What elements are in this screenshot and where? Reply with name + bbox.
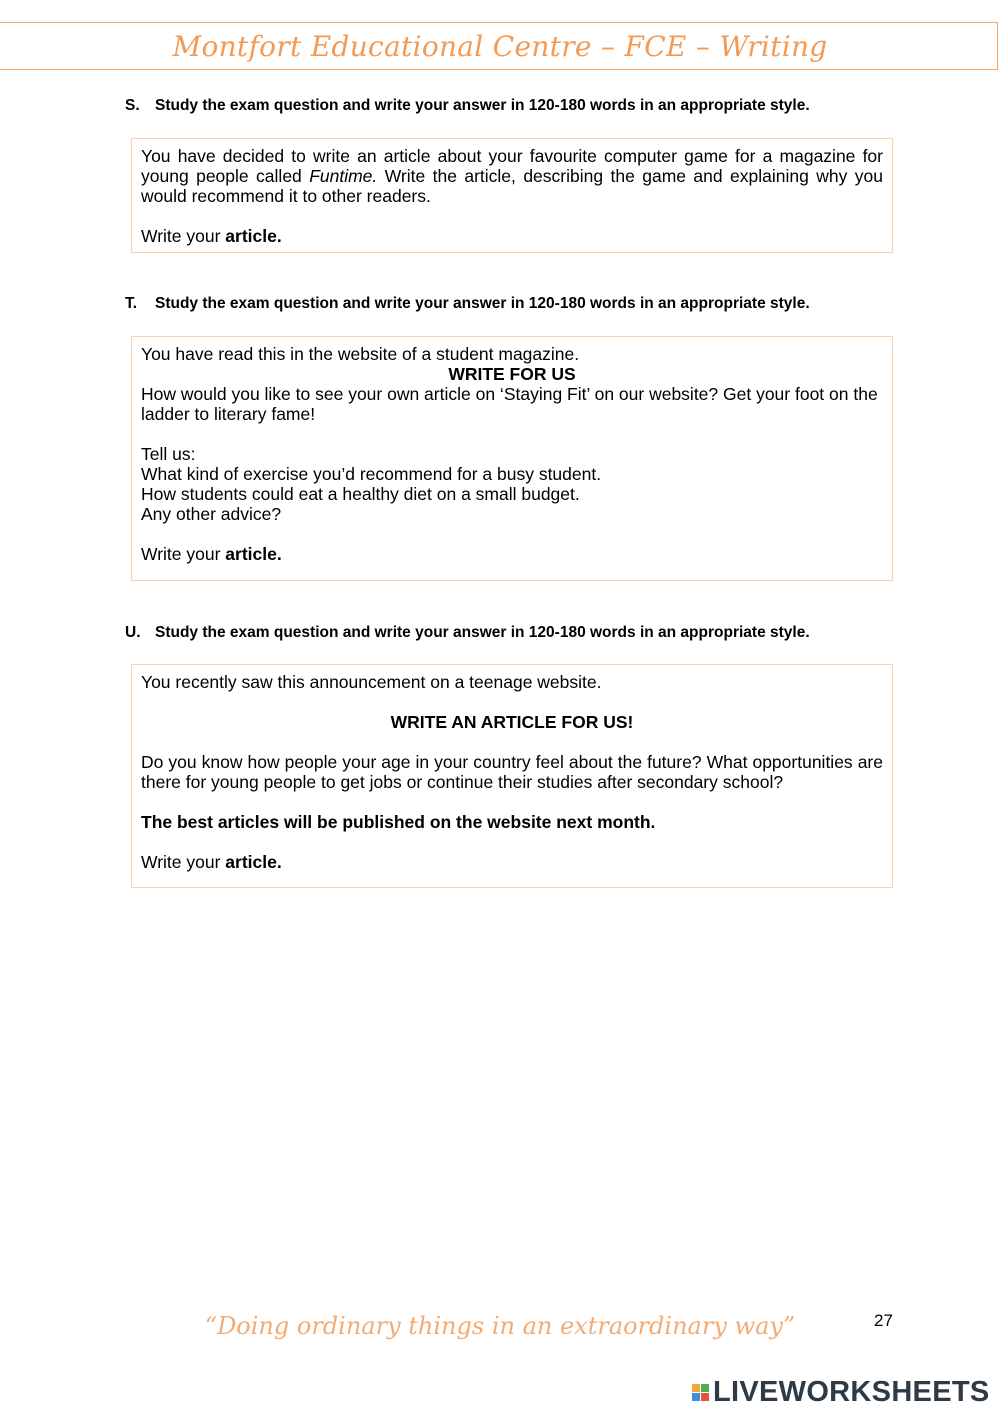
footer-quote: “Doing ordinary things in an extraordinary way” <box>204 1312 796 1340</box>
liveworksheets-wordmark: LIVEWORKSHEETS <box>713 1376 990 1408</box>
instruction-text: Study the exam question and write your answer in 120-180 words in an appropriate style. <box>155 624 810 641</box>
magazine-name: Funtime. <box>309 166 378 186</box>
tell-us-label: Tell us: <box>141 444 196 464</box>
write-your-article: Write your article. <box>141 544 282 564</box>
section-letter: T. <box>125 295 138 312</box>
write-your-article: Write your article. <box>141 852 282 872</box>
question-box-u <box>131 664 893 888</box>
liveworksheets-icon <box>692 1384 709 1401</box>
list-item: Any other advice? <box>141 504 282 524</box>
logo-square <box>692 1384 700 1392</box>
instruction-text: Study the exam question and write your answer in 120-180 words in an appropriate style. <box>155 295 810 312</box>
logo-square <box>701 1384 709 1392</box>
page-number: 27 <box>874 1311 893 1330</box>
instruction-u <box>125 624 810 642</box>
instruction-text: Study the exam question and write your answer in 120-180 words in an appropriate style. <box>155 97 810 114</box>
question-box-t <box>131 336 893 581</box>
question-box-s <box>131 138 893 253</box>
header-title: Montfort Educational Centre – FCE – Writing <box>172 30 828 63</box>
list-item: How students could eat a healthy diet on a small budget. <box>141 484 580 504</box>
section-letter: S. <box>125 97 140 114</box>
question-heading: WRITE AN ARTICLE FOR US! <box>390 712 634 732</box>
logo-square <box>692 1393 700 1401</box>
question-intro: You have read this in the website of a student magazine. <box>141 344 580 364</box>
question-body: How would you like to see your own article on ‘Staying Fit’ on our website? Get your foot on the ladder to literary fame! <box>141 384 878 424</box>
logo-square <box>701 1393 709 1401</box>
bold-note: The best articles will be published on the website next month. <box>141 812 656 832</box>
write-your-article: Write your article. <box>141 226 282 246</box>
question-heading: WRITE FOR US <box>448 364 576 384</box>
instruction-t <box>125 295 810 313</box>
question-intro: You recently saw this announcement on a teenage website. <box>141 672 602 692</box>
list-item: What kind of exercise you’d recommend for a busy student. <box>141 464 602 484</box>
question-body: Do you know how people your age in your country feel about the future? What opportunities are there for young people to get jobs or continue their studies after secondary school? <box>141 752 883 792</box>
instruction-s <box>125 97 810 115</box>
section-letter: U. <box>125 624 141 641</box>
liveworksheets-logo <box>692 1376 990 1409</box>
question-text: You have decided to write an article about your favourite computer game for a magazine for young people called Funtime. Write the article, describing the game and explaining why you would recommend it to other readers. <box>141 146 884 206</box>
